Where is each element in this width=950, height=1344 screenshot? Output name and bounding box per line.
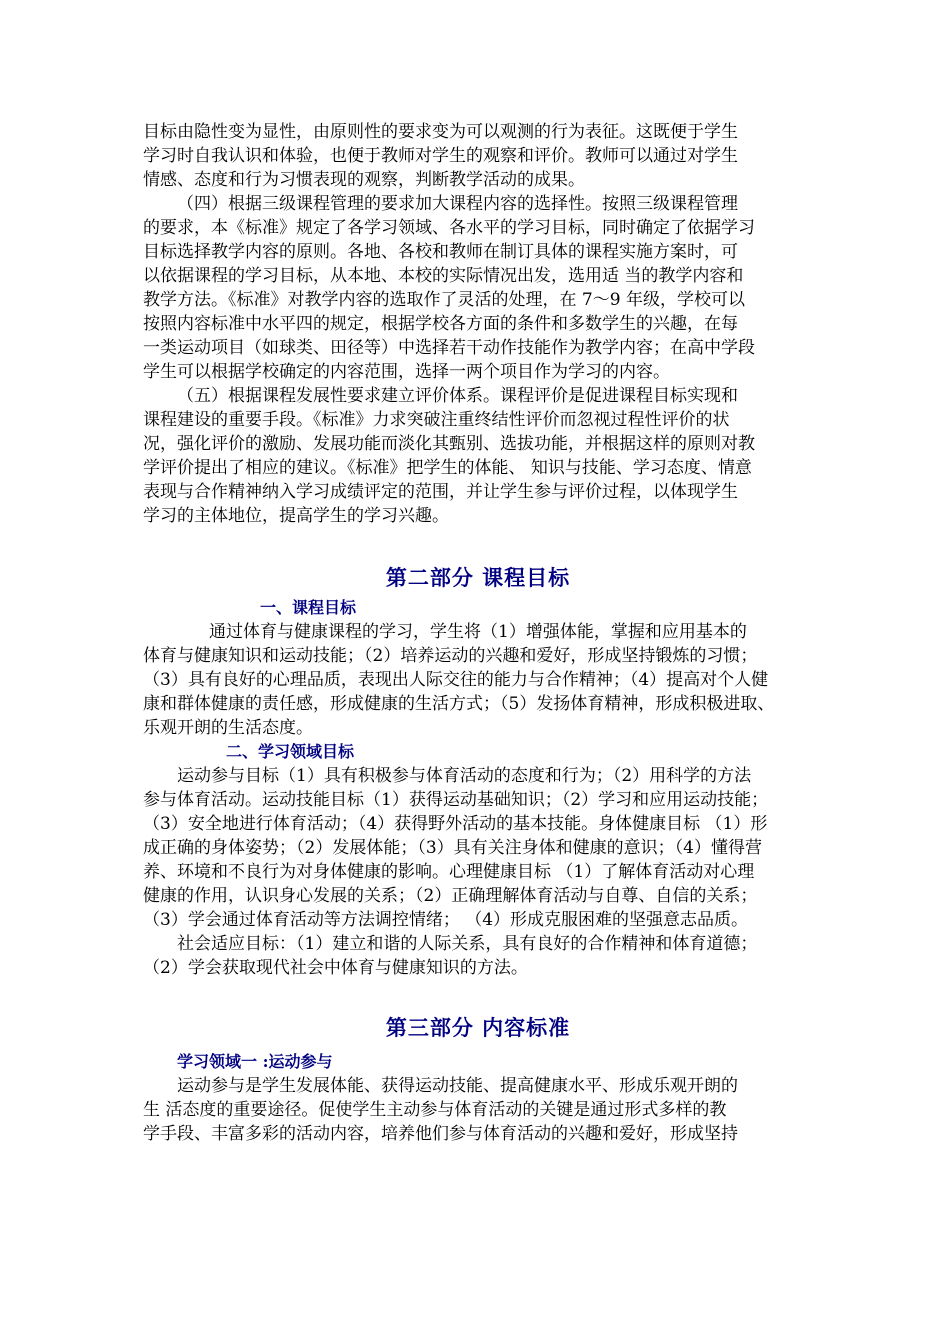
text-line: （3）具有良好的心理品质，表现出人际交往的能力与合作精神；（4）提高对个人健 (143, 670, 769, 690)
text-line: 运动参与是学生发展体能、获得运动技能、提高健康水平、形成乐观开朗的 (177, 1076, 738, 1096)
subheading-course-goals: 一、课程目标 (260, 598, 357, 617)
paragraph-course-goals (143, 620, 813, 740)
text-line: 康和群体健康的责任感，形成健康的生活方式；（5）发扬体育精神，形成积极进取、 (143, 694, 775, 714)
text-line: 目标由隐性变为显性，由原则性的要求变为可以观测的行为表征。这既便于学生 (143, 122, 738, 142)
text-line: 目标选择教学内容的原则。各地、各校和教师在制订具体的课程实施方案时，可 (143, 242, 738, 262)
text-line: 教学方法。《标准》对教学内容的选取作了灵活的处理，在 7～9 年级，学校可以 (143, 290, 745, 310)
text-line: 按照内容标准中水平四的规定，根据学校各方面的条件和多数学生的兴趣，在每 (143, 314, 738, 334)
paragraph-item-5 (143, 384, 813, 528)
text-line: 学手段、丰富多彩的活动内容，培养他们参与体育活动的兴趣和爱好，形成坚持 (143, 1124, 738, 1144)
section-title-part2: 第二部分 课程目标 (385, 565, 571, 590)
text-line: 健康的作用，认识身心发展的关系；（2）正确理解体育活动与自尊、自信的关系； (143, 886, 758, 906)
text-line: （3）安全地进行体育活动；（4）获得野外活动的基本技能。身体健康目标 （1）形 (143, 814, 768, 834)
document-page (143, 120, 813, 1146)
text-line: 体育与健康知识和运动技能；（2）培养运动的兴趣和爱好，形成坚持锻炼的习惯； (143, 646, 758, 666)
paragraph-domain-goals (143, 764, 813, 932)
text-line: 成正确的身体姿势；（2）发展体能；（3）具有关注身体和健康的意识；（4）懂得营 (143, 838, 762, 858)
text-line: 的要求，本《标准》规定了各学习领域、各水平的学习目标，同时确定了依据学习 (143, 218, 755, 238)
text-line: 况，强化评价的激励、发展功能而淡化其甄别、选拔功能，并根据这样的原则对教 (143, 434, 755, 454)
paragraph-item-4 (143, 192, 813, 384)
text-line: 乐观开朗的生活态度。 (143, 718, 313, 738)
subheading-domain-goals: 二、学习领域目标 (226, 742, 355, 761)
text-line: （2）学会获取现代社会中体育与健康知识的方法。 (143, 958, 528, 978)
text-line: 通过体育与健康课程的学习，学生将（1）增强体能，掌握和应用基本的 (209, 622, 747, 642)
text-line: 以依据课程的学习目标，从本地、本校的实际情况出发，选用适 当的教学内容和 (143, 266, 744, 286)
intro-paragraph (143, 120, 813, 192)
subheading-domain-one: 学习领域一 :运动参与 (177, 1052, 333, 1071)
text-line: 社会适应目标：（1）建立和谐的人际关系，具有良好的合作精神和体育道德； (177, 934, 758, 954)
text-line: 参与体育活动。运动技能目标（1）获得运动基础知识；（2）学习和应用运动技能； (143, 790, 769, 810)
text-line: （四）根据三级课程管理的要求加大课程内容的选择性。按照三级课程管理 (177, 194, 738, 214)
text-line: 情感、态度和行为习惯表现的观察，判断教学活动的成果。 (143, 170, 585, 190)
paragraph-participation (143, 1074, 813, 1146)
paragraph-social-goals (143, 932, 813, 980)
text-line: 学习时自我认识和体验，也便于教师对学生的观察和评价。教师可以通过对学生 (143, 146, 738, 166)
text-line: 学评价提出了相应的建议。《标准》把学生的体能、 知识与技能、学习态度、情意 (143, 458, 752, 478)
text-line: 养、环境和不良行为对身体健康的影响。心理健康目标 （1）了解体育活动对心理 (143, 862, 755, 882)
text-line: 学生可以根据学校确定的内容范围，选择一两个项目作为学习的内容。 (143, 362, 670, 382)
text-line: 运动参与目标（1）具有积极参与体育活动的态度和行为；（2）用科学的方法 (177, 766, 752, 786)
text-line: （3）学会通过体育活动等方法调控情绪； （4）形成克服困难的坚强意志品质。 (143, 910, 749, 930)
text-line: 生 活态度的重要途径。促使学生主动参与体育活动的关键是通过形式多样的教 (143, 1100, 727, 1120)
text-line: 学习的主体地位，提高学生的学习兴趣。 (143, 506, 449, 526)
text-line: 一类运动项目（如球类、田径等）中选择若干动作技能作为教学内容；在高中学段 (143, 338, 755, 358)
section-title-part3: 第三部分 内容标准 (385, 1015, 571, 1040)
text-line: 表现与合作精神纳入学习成绩评定的范围，并让学生参与评价过程，以体现学生 (143, 482, 738, 502)
text-line: （五）根据课程发展性要求建立评价体系。课程评价是促进课程目标实现和 (177, 386, 738, 406)
text-line: 课程建设的重要手段。《标准》力求突破注重终结性评价而忽视过程性评价的状 (143, 410, 730, 430)
